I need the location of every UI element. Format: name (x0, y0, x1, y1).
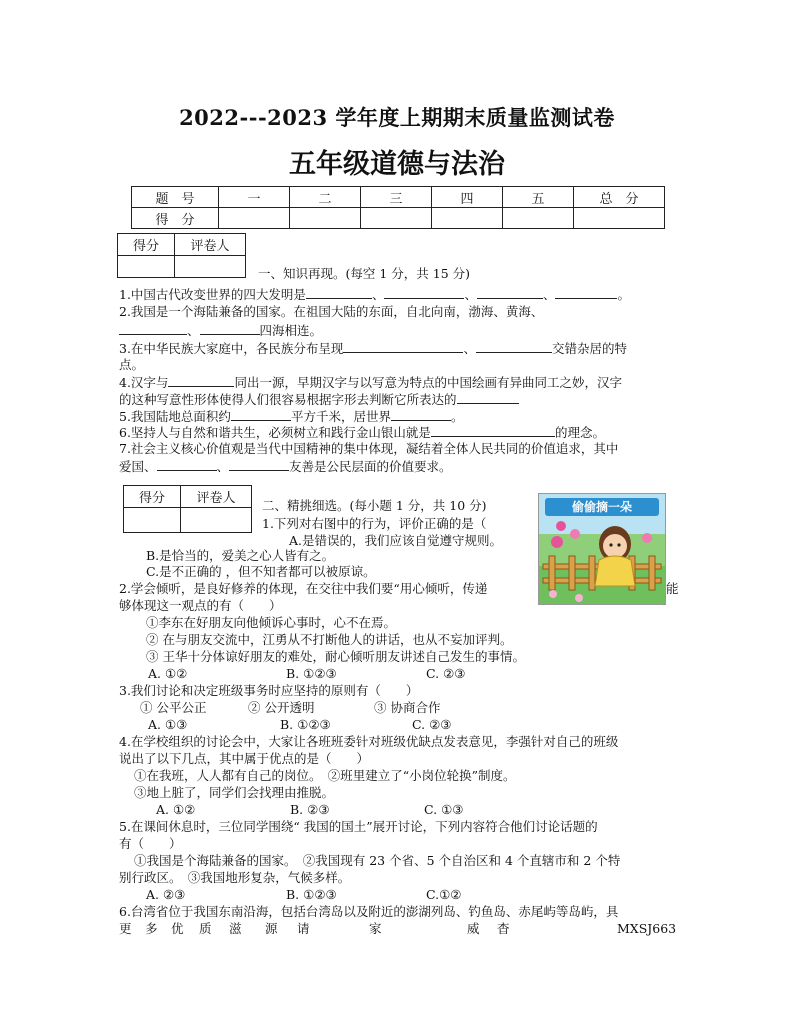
question-text: 交错杂居的特 (551, 341, 627, 356)
answer-blank[interactable] (477, 286, 543, 299)
score-table-cell: 一 (219, 187, 290, 208)
question-text: 友善是公民层面的价值要求。 (289, 459, 452, 474)
mc-statement: ③地上脏了，同学们会找理由推脱。 (134, 785, 335, 800)
answer-blank[interactable] (229, 458, 289, 471)
exam-title: 2022---2023 学年度上期期末质量监测试卷 (179, 105, 615, 130)
grader-table-1 (117, 233, 246, 278)
answer-blank[interactable] (457, 391, 519, 404)
question-4-continued (119, 391, 679, 408)
watermark-char: 杳 (497, 921, 510, 936)
grader-score-cell[interactable] (118, 256, 175, 278)
mc-statement: ①在我班，人人都有自己的岗位。 ②班里建立了“小岗位轮换”制度。 (134, 768, 516, 783)
question-text: 5.我国陆地总面积约 (119, 409, 231, 424)
question-text: 3.在中华民族大家庭中，各民族分布呈现 (119, 341, 344, 356)
mc-choice-b[interactable]: B. ①②③ (286, 887, 337, 902)
illustration-girl-picking-flower (538, 493, 666, 605)
watermark-char: 更 (119, 921, 132, 936)
mc-question-1: 1.下列对右图中的行为，评价正确的是（ (262, 516, 487, 531)
question-text: 爱国、 (119, 459, 157, 474)
question-6 (119, 424, 679, 441)
subject-title: 五年级道德与法治 (289, 149, 505, 180)
mc-choice-c[interactable]: C.①② (426, 887, 462, 902)
watermark-char: 威 (467, 921, 480, 936)
mc-statement: ①李东在好朋友向他倾诉心事时，心不在焉。 (146, 615, 397, 630)
mc-question-2-continued: 够体现这一观点的有（ ） (119, 598, 282, 613)
score-table-score-row (132, 208, 665, 229)
mc-statement: ③ 王华十分体谅好朋友的难处，耐心倾听朋友讲述自己发生的事情。 (146, 649, 525, 664)
mc-question-4-continued: 说出了以下几点，其中属于优点的是（ ） (119, 751, 370, 766)
question-text: 的理念。 (554, 425, 605, 440)
mc-question-2: 2.学会倾听，是良好修养的体现，在交往中我们要“用心倾听，传递 (119, 581, 488, 596)
grader-score-label: 得分 (118, 234, 175, 256)
mc-choice-b[interactable]: B. ①②③ (286, 666, 337, 681)
score-table-header-row (132, 187, 665, 208)
mc-statement: ② 公开透明 (248, 700, 315, 715)
score-table-cell: 四 (432, 187, 503, 208)
question-text: 四海相连。 (259, 323, 323, 338)
mc-choice-a[interactable]: A. ①③ (148, 717, 188, 732)
answer-blank[interactable] (200, 322, 260, 335)
mc-choice-c[interactable]: C. ②③ (426, 666, 466, 681)
mc-question-6: 6.台湾省位于我国东南沿海，包括台湾岛以及附近的澎湖列岛、钓鱼岛、赤尾屿等岛屿，具 (119, 904, 619, 919)
grader-name-label: 评卷人 (175, 234, 246, 256)
mc-statement: ① 公平公正 (140, 700, 207, 715)
question-text: 4.汉字与 (119, 375, 169, 390)
grader-table-2 (123, 485, 252, 533)
question-2-continued: 、 四海相连。 (119, 322, 679, 339)
mc-option: A.是错误的，我们应该自觉遵守规则。 (289, 533, 503, 548)
answer-blank[interactable] (306, 286, 372, 299)
mc-option: C.是不正确的 ，但不知者都可以被原谅。 (146, 564, 376, 579)
score-input-cell[interactable] (361, 208, 432, 229)
watermark-char: 源 (265, 921, 278, 936)
grader-name-cell[interactable] (175, 256, 246, 278)
mc-choice-b[interactable]: B. ①②③ (280, 717, 331, 732)
mc-choice-c[interactable]: C. ①③ (424, 802, 464, 817)
score-input-cell[interactable] (432, 208, 503, 229)
question-text: 的这种写意性形体使得人们很容易根据字形去判断它所表达的 (119, 392, 457, 407)
grader-score-cell[interactable] (124, 508, 181, 533)
question-text: 2.我国是一个海陆兼备的国家。在祖国大陆的东面，自北向南，渤海、黄海、 (119, 304, 544, 319)
score-input-cell[interactable] (290, 208, 361, 229)
mc-choice-a[interactable]: A. ①② (156, 802, 196, 817)
mc-statement: ①我国是个海陆兼备的国家。 ②我国现有 23 个省、5 个自治区和 4 个直辖市和 2 个特 (134, 853, 621, 868)
answer-blank[interactable] (431, 424, 555, 437)
question-text: 6.坚持人与自然和谐共生，必须树立和践行金山银山就是 (119, 425, 431, 440)
score-table-cell: 总 分 (574, 187, 665, 208)
section2-heading: 二、精挑细选。(每小题 1 分，共 10 分) (262, 498, 487, 513)
mc-question-3: 3.我们讨论和决定班级事务时应坚持的原则有（ ） (119, 683, 419, 698)
watermark-char: 家 (369, 921, 382, 936)
watermark-char: 滋 (229, 921, 242, 936)
answer-blank[interactable] (476, 340, 552, 353)
mc-choice-a[interactable]: A. ②③ (146, 887, 186, 902)
question-3: 3.在中华民族大家庭中，各民族分布呈现 、 交错杂居的特 (119, 341, 627, 356)
mc-question-5: 5.在课间休息时，三位同学围绕“ 我国的国土”展开讨论，下列内容符合他们讨论话题的 (119, 819, 598, 834)
score-table-cell: 三 (361, 187, 432, 208)
score-table-cell: 得 分 (132, 208, 219, 229)
score-input-cell[interactable] (503, 208, 574, 229)
mc-choice-b[interactable]: B. ②③ (290, 802, 330, 817)
mc-question-2-tail: 能 (666, 581, 679, 596)
watermark-char: 多 (145, 921, 158, 936)
answer-blank[interactable] (343, 340, 463, 353)
question-7: 7.社会主义核心价值观是当代中国精神的集中体现，凝结着全体人民共同的价值追求，其中 (119, 441, 619, 456)
answer-blank[interactable] (384, 286, 464, 299)
question-text: 同出一源，早期汉字与以写意为特点的中国绘画有异曲同工之妙，汉字 (234, 375, 622, 390)
question-5: 5.我国陆地总面积约 平方千米，居世界 。 (119, 409, 464, 424)
question-4 (119, 374, 679, 391)
watermark-code: MXSJ663 (617, 921, 677, 936)
score-table (131, 186, 665, 229)
grader-name-cell[interactable] (181, 508, 252, 533)
score-table-cell: 五 (503, 187, 574, 208)
score-table-cell: 二 (290, 187, 361, 208)
mc-question-5-continued: 有（ ） (119, 836, 182, 851)
score-input-cell[interactable] (219, 208, 290, 229)
watermark-char: 请 (297, 921, 310, 936)
question-text: 平方千米，居世界 (290, 409, 391, 424)
illustration-banner: 偷偷摘一朵 (545, 498, 659, 516)
answer-blank[interactable] (555, 286, 617, 299)
answer-blank[interactable] (231, 408, 291, 421)
question-7-continued: 爱国、 、 友善是公民层面的价值要求。 (119, 459, 452, 474)
watermark-char: 质 (199, 921, 212, 936)
mc-statement: ③ 协商合作 (374, 700, 441, 715)
answer-blank[interactable] (391, 408, 451, 421)
mc-statement: 别行政区。 ③我国地形复杂，气候多样。 (119, 870, 351, 885)
mc-choice-a[interactable]: A. ①② (148, 666, 188, 681)
watermark-char: 优 (171, 921, 184, 936)
score-table-cell: 题 号 (132, 187, 219, 208)
question-2 (119, 304, 679, 320)
answer-blank[interactable] (119, 322, 187, 335)
section1-heading: 一、知识再现。(每空 1 分，共 15 分) (258, 266, 471, 281)
mc-question-4: 4.在学校组织的讨论会中，大家让各班班委针对班级优缺点发表意见，李强针对自己的班级 (119, 734, 619, 749)
grader-score-label: 得分 (124, 486, 181, 508)
mc-choice-c[interactable]: C. ②③ (412, 717, 452, 732)
question-text: 1.中国古代改变世界的四大发明是 (119, 287, 306, 302)
mc-statement: ② 在与朋友交流中，江勇从不打断他人的讲话，也从不妄加评判。 (146, 632, 513, 647)
score-input-cell[interactable] (574, 208, 665, 229)
answer-blank[interactable] (157, 458, 217, 471)
question-3-continued: 点。 (119, 357, 145, 372)
answer-blank[interactable] (168, 374, 234, 387)
question-1: 1.中国古代改变世界的四大发明是 、 、 、 。 (119, 287, 630, 302)
grader-name-label: 评卷人 (181, 486, 252, 508)
mc-option: B.是恰当的，爱美之心人皆有之。 (146, 548, 335, 563)
